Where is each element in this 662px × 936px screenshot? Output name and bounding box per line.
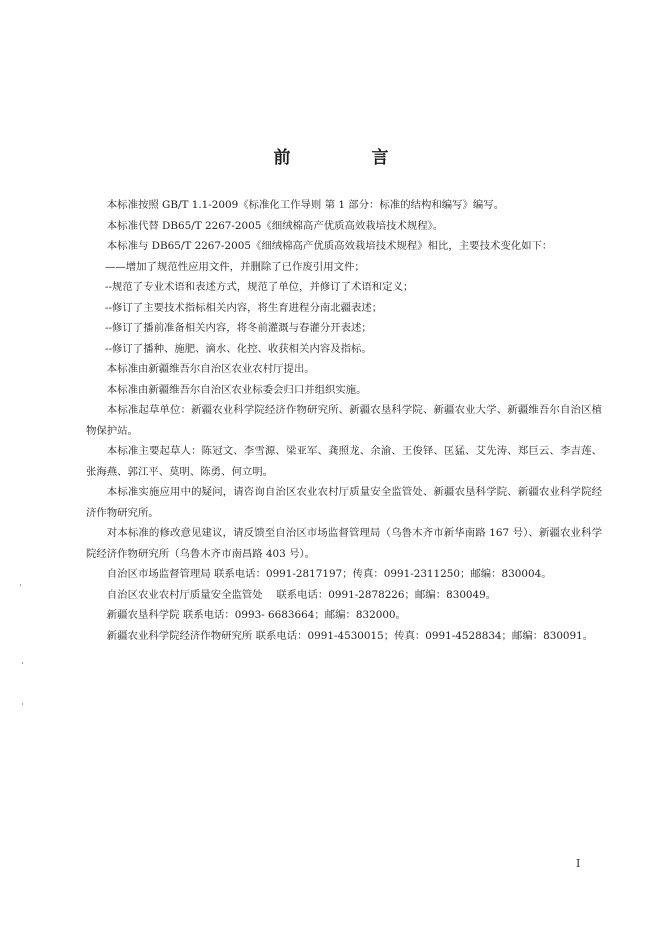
change-item: --修订了主要技术指标相关内容，将生育进程分南北疆表述； <box>105 301 383 314</box>
change-item: --修订了播前准备相关内容，将冬前灌溉与春灌分开表述； <box>105 322 372 334</box>
page-number: I <box>576 857 581 870</box>
paragraph-technical-changes: 本标准与 DB65/T 2267-2005《细绒棉高产优质高效栽培技术规程》相比，主要技术变化如下： <box>106 240 553 252</box>
paragraph-feedback: 对本标准的修改意见建议，请反馈至自治区市场监督管理局（乌鲁木齐市新华南路 167 号）、新疆农业科学院经济作物研究所（乌鲁木齐市南昌路 403 号）。 <box>86 527 602 560</box>
contact-line: 自治区农业农村厅质量安全监管处 联系电话：0991-2878226；邮编：830049。 <box>106 588 497 601</box>
paragraph-inquiries: 本标准实施应用中的疑问，请咨询自治区农业农村厅质量安全监管处、新疆农垦科学院、新疆农业科学院经济作物研究所。 <box>86 486 602 519</box>
paragraph-drafting-rules: 本标准按照 GB/T 1.1-2009《标准化工作导则 第 1 部分：标准的结构和编写》编写。 <box>106 199 505 211</box>
contact-line: 自治区市场监督管理局 联系电话：0991-2817197；传真：0991-2311250；邮编：830004。 <box>106 568 552 580</box>
paragraph-drafters: 本标准主要起草人：陈冠文、李雪源、梁亚军、龚照龙、余渝、王俊铎、匡猛、艾先涛、郑巨云、李吉莲、张海燕、郭江平、莫明、陈勇、何立明。 <box>86 445 602 478</box>
scan-speck <box>22 662 23 664</box>
change-item: --修订了播种、施肥、滴水、化控、收获相关内容及指标。 <box>105 342 372 355</box>
paragraph-administered-by: 本标准由新疆维吾尔自治区农业标委会归口并组织实施。 <box>106 383 367 396</box>
page-title: 前 言 <box>273 148 421 168</box>
scan-speck <box>22 703 23 705</box>
contact-line: 新疆农垦科学院 联系电话：0993- 6683664；邮编：832000。 <box>106 609 406 621</box>
change-item: --规范了专业术语和表述方式，规范了单位，并修订了术语和定义； <box>105 281 414 293</box>
paragraph-drafting-units: 本标准起草单位：新疆农业科学院经济作物研究所、新疆农垦科学院、新疆农业大学、新疆维吾尔自治区植物保护站。 <box>86 404 602 437</box>
paragraph-proposed-by: 本标准由新疆维吾尔自治区农业农村厅提出。 <box>106 363 315 375</box>
change-item: ——增加了规范性应用文件，并删除了已作废引用文件； <box>105 260 365 273</box>
contact-line: 新疆农业科学院经济作物研究所 联系电话：0991-4530015；传真：0991-4528834；邮编：830091。 <box>106 629 594 642</box>
foreword-body <box>86 195 602 646</box>
paragraph-replaces-standard: 本标准代替 DB65/T 2267-2005《细绒棉高产优质高效栽培技术规程》。 <box>106 219 444 232</box>
scan-speck <box>20 584 21 586</box>
